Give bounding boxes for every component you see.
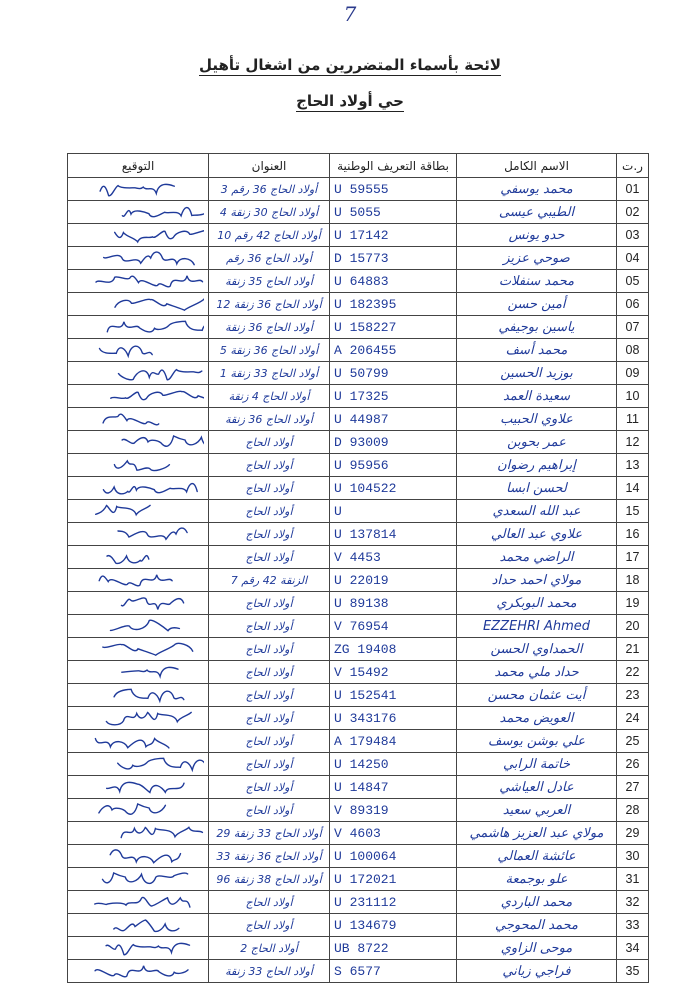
row-signature [68,362,209,385]
row-number: 26 [617,753,649,776]
signature-scribble [72,960,204,982]
signature-scribble [72,799,204,821]
row-address: أولاد الحاج 36 زنقة [209,316,330,339]
row-address: أولاد الحاج 33 زنقة [209,960,330,983]
row-full-name: الراضي محمد [457,546,617,569]
document-subtitle [0,92,700,110]
row-number: 32 [617,891,649,914]
row-signature [68,960,209,983]
row-number: 34 [617,937,649,960]
row-signature [68,776,209,799]
row-national-id: U [330,500,457,523]
row-national-id: V 89319 [330,799,457,822]
table-row [68,799,649,822]
signature-scribble [72,753,204,775]
row-address: أولاد الحاج [209,730,330,753]
signature-scribble [72,684,204,706]
signature-scribble [72,431,204,453]
row-full-name: محمد أسف [457,339,617,362]
row-national-id: U 100064 [330,845,457,868]
row-number: 03 [617,224,649,247]
row-full-name: أمين حسن [457,293,617,316]
row-signature [68,937,209,960]
row-national-id: ZG 19408 [330,638,457,661]
signature-scribble [72,546,204,568]
table-row [68,868,649,891]
row-address: أولاد الحاج 36 زنقة 5 [209,339,330,362]
row-full-name: خاتمة الرابي [457,753,617,776]
row-national-id: U 5055 [330,201,457,224]
row-national-id: U 172021 [330,868,457,891]
row-signature [68,201,209,224]
row-signature [68,684,209,707]
signature-scribble [72,339,204,361]
row-full-name: موحى الزاوي [457,937,617,960]
row-national-id: U 231112 [330,891,457,914]
signature-scribble [72,615,204,637]
table-row [68,937,649,960]
row-signature [68,638,209,661]
row-number: 31 [617,868,649,891]
signature-scribble [72,362,204,384]
signature-scribble [72,385,204,407]
row-national-id: A 206455 [330,339,457,362]
signature-scribble [72,868,204,890]
row-address: أولاد الحاج 30 زنقة 4 [209,201,330,224]
row-number: 07 [617,316,649,339]
table-row [68,201,649,224]
row-signature [68,293,209,316]
row-full-name: محمد المحوجي [457,914,617,937]
row-full-name: حدو يونس [457,224,617,247]
table-header-row [68,154,649,178]
table-row [68,592,649,615]
row-national-id: U 44987 [330,408,457,431]
row-full-name: محمد الباردي [457,891,617,914]
signature-scribble [72,776,204,798]
row-full-name: مولاي احمد حداد [457,569,617,592]
row-national-id: U 89138 [330,592,457,615]
header-signature: التوقيع [68,154,209,178]
table-row [68,753,649,776]
row-signature [68,500,209,523]
row-number: 22 [617,661,649,684]
row-address: أولاد الحاج 36 زنقة 12 [209,293,330,316]
row-full-name: العربي سعيد [457,799,617,822]
signature-scribble [72,293,204,315]
row-national-id: V 76954 [330,615,457,638]
table-row [68,523,649,546]
row-full-name: بوزيد الحسين [457,362,617,385]
row-signature [68,454,209,477]
row-national-id: A 179484 [330,730,457,753]
row-number: 11 [617,408,649,431]
header-address: العنوان [209,154,330,178]
row-number: 23 [617,684,649,707]
row-address: أولاد الحاج [209,546,330,569]
signature-scribble [72,661,204,683]
row-number: 21 [617,638,649,661]
row-address: أولاد الحاج [209,523,330,546]
signature-scribble [72,592,204,614]
row-national-id: U 22019 [330,569,457,592]
row-full-name: سعيدة العمد [457,385,617,408]
row-number: 08 [617,339,649,362]
signature-scribble [72,408,204,430]
row-national-id: U 14847 [330,776,457,799]
table-row [68,431,649,454]
table-row [68,247,649,270]
row-number: 30 [617,845,649,868]
signature-scribble [72,247,204,269]
row-signature [68,477,209,500]
row-number: 28 [617,799,649,822]
row-full-name: محمد سنفلات [457,270,617,293]
row-number: 19 [617,592,649,615]
row-number: 04 [617,247,649,270]
signature-scribble [72,270,204,292]
table-row [68,293,649,316]
row-number: 12 [617,431,649,454]
signature-scribble [72,523,204,545]
row-signature [68,914,209,937]
row-full-name: محمد البوبكري [457,592,617,615]
row-address: أولاد الحاج [209,638,330,661]
row-full-name: لحسن ابسا [457,477,617,500]
row-full-name: عائشة العمالي [457,845,617,868]
row-signature [68,247,209,270]
row-number: 09 [617,362,649,385]
row-address: أولاد الحاج [209,661,330,684]
signature-scribble [72,178,204,200]
table-row [68,845,649,868]
table-row [68,362,649,385]
signature-scribble [72,316,204,338]
row-signature [68,224,209,247]
row-full-name: إبراهيم رضوان [457,454,617,477]
table-row [68,914,649,937]
table-row [68,178,649,201]
table-row [68,339,649,362]
row-address: أولاد الحاج 36 زنقة [209,408,330,431]
table-row [68,638,649,661]
row-number: 02 [617,201,649,224]
row-signature [68,385,209,408]
row-national-id: U 95956 [330,454,457,477]
row-address: أولاد الحاج 36 رقم 3 [209,178,330,201]
row-full-name: محمد يوسفي [457,178,617,201]
table-row [68,454,649,477]
row-full-name: فراجي زياني [457,960,617,983]
row-national-id: UB 8722 [330,937,457,960]
row-national-id: U 134679 [330,914,457,937]
row-address: أولاد الحاج [209,454,330,477]
row-signature [68,546,209,569]
header-full-name: الاسم الكامل [457,154,617,178]
row-signature [68,799,209,822]
table-row [68,477,649,500]
signature-scribble [72,454,204,476]
row-signature [68,661,209,684]
signature-scribble [72,730,204,752]
row-full-name: حداد ملي محمد [457,661,617,684]
row-number: 17 [617,546,649,569]
row-address: أولاد الحاج [209,615,330,638]
row-full-name: علي بوشن يوسف [457,730,617,753]
signature-scribble [72,822,204,844]
row-address: أولاد الحاج [209,684,330,707]
signature-scribble [72,707,204,729]
row-signature [68,730,209,753]
document-title-text: لائحة بأسماء المتضررين من اشغال تأهيل [199,56,501,74]
row-number: 27 [617,776,649,799]
row-address: أولاد الحاج 35 زنقة [209,270,330,293]
table-row [68,730,649,753]
row-signature [68,339,209,362]
row-national-id: U 182395 [330,293,457,316]
signature-scribble [72,477,204,499]
row-full-name: مولاي عبد العزيز هاشمي [457,822,617,845]
table-row [68,224,649,247]
row-number: 24 [617,707,649,730]
row-national-id: V 4453 [330,546,457,569]
row-full-name: أيت عثمان محسن [457,684,617,707]
row-signature [68,431,209,454]
row-full-name: عادل العياشي [457,776,617,799]
table-row [68,408,649,431]
row-signature [68,523,209,546]
row-signature [68,569,209,592]
row-number: 20 [617,615,649,638]
signature-scribble [72,500,204,522]
row-address: أولاد الحاج [209,776,330,799]
row-national-id: U 59555 [330,178,457,201]
row-signature [68,592,209,615]
signature-scribble [72,569,204,591]
row-full-name: علو بوجمعة [457,868,617,891]
row-signature [68,316,209,339]
row-number: 29 [617,822,649,845]
row-address: أولاد الحاج 33 زنقة 29 [209,822,330,845]
table-row [68,270,649,293]
row-full-name: علاوي الحبيب [457,408,617,431]
row-address: أولاد الحاج [209,891,330,914]
row-signature [68,868,209,891]
row-number: 33 [617,914,649,937]
signature-scribble [72,845,204,867]
row-national-id: U 17325 [330,385,457,408]
row-signature [68,178,209,201]
row-address: أولاد الحاج [209,500,330,523]
row-address: الزنقة 42 رقم 7 [209,569,330,592]
row-number: 06 [617,293,649,316]
row-number: 05 [617,270,649,293]
row-address: أولاد الحاج 36 رقم [209,247,330,270]
row-number: 01 [617,178,649,201]
row-address: أولاد الحاج [209,799,330,822]
document-title [0,56,700,74]
signature-scribble [72,937,204,959]
row-full-name: علاوي عبد العالي [457,523,617,546]
row-address: أولاد الحاج 42 رقم 10 [209,224,330,247]
document-subtitle-text: حي أولاد الحاج [296,92,404,110]
claimants-table [67,153,649,983]
row-signature [68,270,209,293]
header-national-id: بطاقة التعريف الوطنية [330,154,457,178]
row-signature [68,753,209,776]
table-row [68,546,649,569]
row-address: أولاد الحاج [209,914,330,937]
row-address: أولاد الحاج [209,753,330,776]
row-full-name: الطيبي عيسى [457,201,617,224]
row-full-name: صوحي عزيز [457,247,617,270]
row-full-name: عمر بحوبن [457,431,617,454]
row-full-name: العويض محمد [457,707,617,730]
row-national-id: U 137814 [330,523,457,546]
row-number: 14 [617,477,649,500]
row-national-id: V 15492 [330,661,457,684]
row-signature [68,707,209,730]
row-national-id: D 15773 [330,247,457,270]
row-national-id: U 64883 [330,270,457,293]
table-row [68,776,649,799]
row-signature [68,408,209,431]
table-row [68,684,649,707]
row-full-name: الحمداوي الحسن [457,638,617,661]
row-national-id: U 158227 [330,316,457,339]
row-number: 16 [617,523,649,546]
header-number: ر.ت [617,154,649,178]
row-number: 13 [617,454,649,477]
row-national-id: U 343176 [330,707,457,730]
row-address: أولاد الحاج [209,477,330,500]
row-address: أولاد الحاج 2 [209,937,330,960]
row-number: 15 [617,500,649,523]
row-national-id: U 50799 [330,362,457,385]
row-address: أولاد الحاج [209,707,330,730]
row-number: 18 [617,569,649,592]
row-address: أولاد الحاج [209,431,330,454]
table-row [68,500,649,523]
row-national-id: U 14250 [330,753,457,776]
signature-scribble [72,224,204,246]
table-row [68,822,649,845]
table-row [68,569,649,592]
table-row [68,707,649,730]
row-address: أولاد الحاج 36 زنقة 33 [209,845,330,868]
row-national-id: S 6577 [330,960,457,983]
row-signature [68,845,209,868]
signature-scribble [72,638,204,660]
row-number: 25 [617,730,649,753]
row-signature [68,615,209,638]
table-row [68,385,649,408]
row-full-name: EZZEHRI Ahmed [457,615,617,638]
row-signature [68,822,209,845]
row-national-id: U 17142 [330,224,457,247]
signature-scribble [72,891,204,913]
row-national-id: D 93009 [330,431,457,454]
row-address: أولاد الحاج [209,592,330,615]
signature-scribble [72,201,204,223]
table-row [68,891,649,914]
row-number: 35 [617,960,649,983]
row-national-id: V 4603 [330,822,457,845]
row-national-id: U 152541 [330,684,457,707]
row-full-name: ياسين بوجيفي [457,316,617,339]
row-national-id: U 104522 [330,477,457,500]
row-address: أولاد الحاج 4 زنقة [209,385,330,408]
row-full-name: عبد الله السعدي [457,500,617,523]
table-row [68,960,649,983]
table-row [68,316,649,339]
row-signature [68,891,209,914]
page-number: 7 [343,2,357,26]
row-number: 10 [617,385,649,408]
row-address: أولاد الحاج 38 زنقة 96 [209,868,330,891]
table-row [68,615,649,638]
table-row [68,661,649,684]
row-address: أولاد الحاج 33 زنقة 1 [209,362,330,385]
